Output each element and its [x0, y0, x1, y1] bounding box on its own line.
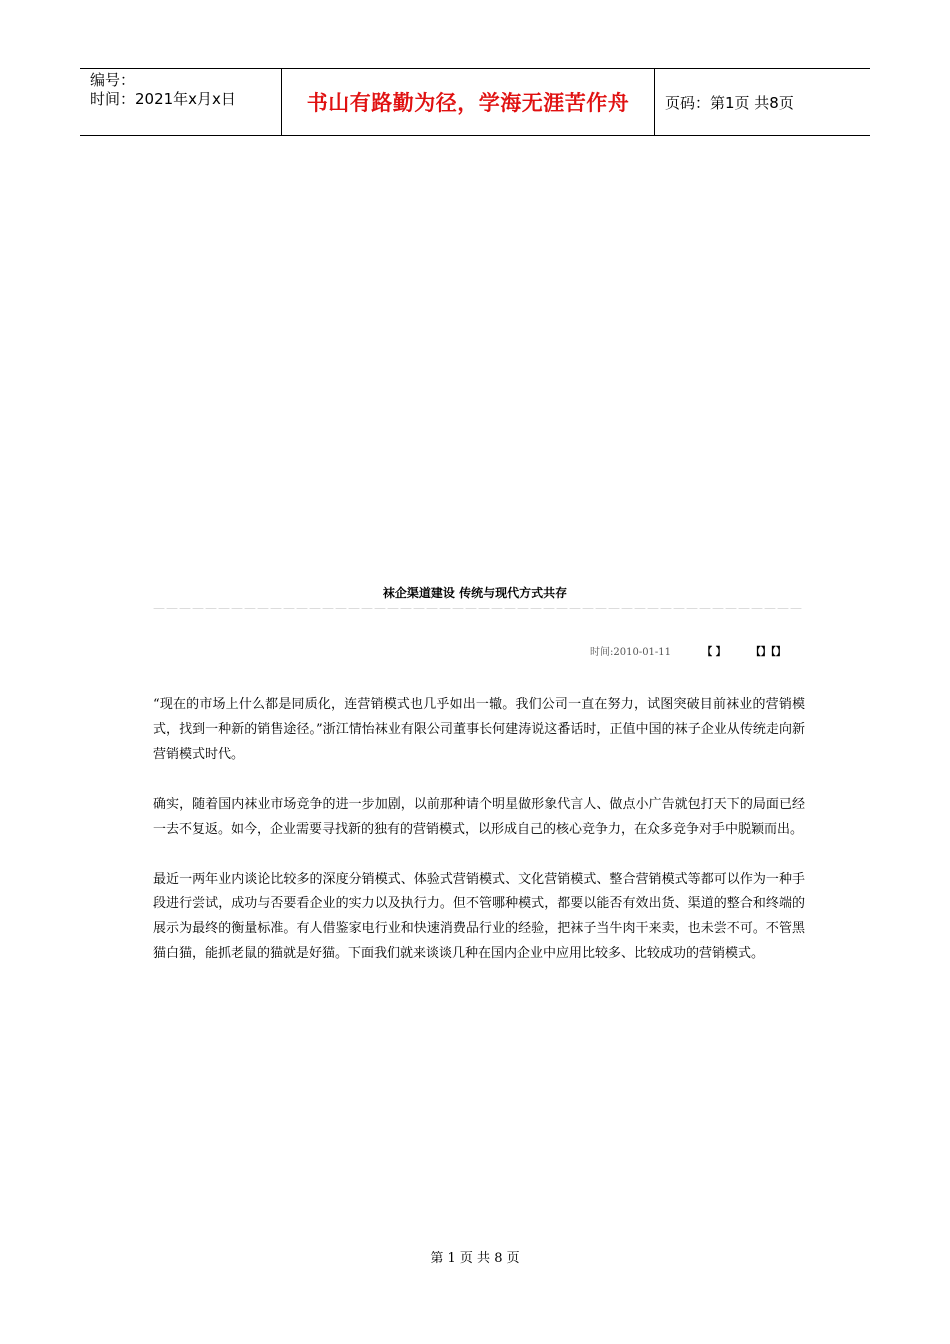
article-meta	[590, 643, 786, 658]
paragraph-1: “现在的市场上什么都是同质化，连营销模式也几乎如出一辙。我们公司一直在努力，试图突破目前袜业的营销模式，找到一种新的销售途径。”浙江情怡袜业有限公司董事长何建涛说这番话时，正值中国的袜子企业从传统走向新营销模式时代。	[153, 697, 805, 762]
header-page-cell	[655, 69, 870, 135]
page-footer: 第 1 页 共 8 页	[430, 1251, 520, 1266]
page-info: 页码：第1页 共8页	[665, 93, 794, 112]
paragraph-3: 最近一两年业内谈论比较多的深度分销模式、体验式营销模式、文化营销模式、整合营销模式等都可以作为一种手段进行尝试，成功与否要看企业的实力以及执行力。但不管哪种模式，都要以能否有效出货、渠道的整合和终端的展示为最终的衡量标准。有人借鉴家电行业和快速消费品行业的经验，把袜子当牛肉干来卖，也未尝不可。不管黑猫白猫，能抓老鼠的猫就是好猫。下面我们就来谈谈几种在国内企业中应用比较多、比较成功的营销模式。	[153, 871, 805, 962]
motto: 书山有路勤为径，学海无涯苦作舟	[306, 91, 630, 115]
time-label: 时间：2021年x月x日	[90, 90, 236, 108]
article-body	[153, 693, 805, 967]
article-time: 时间:2010-01-11	[590, 647, 672, 658]
bracket-group-a: 【 】	[702, 647, 726, 658]
header-table	[80, 68, 870, 136]
paragraph-2: 确实，随着国内袜业市场竞争的进一步加剧，以前那种请个明星做形象代言人、做点小广告就包打天下的局面已经一去不复返。如今，企业需要寻找新的独有的营销模式，以形成自己的核心竞争力，在众多竞争对手中脱颖而出。	[153, 796, 805, 837]
header-motto-cell	[282, 69, 655, 135]
dashed-divider: ——————————————————————————————————————————————————	[153, 601, 803, 615]
article-title: 袜企渠道建设 传统与现代方式共存	[382, 586, 568, 600]
header-info-cell	[80, 69, 282, 135]
bracket-group-b: 【】【】	[750, 647, 786, 658]
number-label: 编号：	[90, 71, 136, 89]
